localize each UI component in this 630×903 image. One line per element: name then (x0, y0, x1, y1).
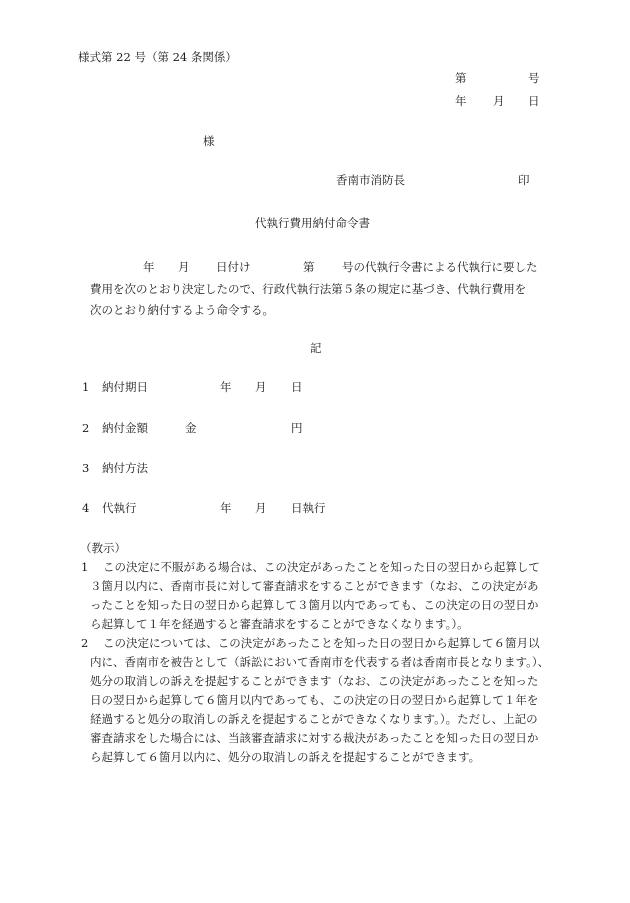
notice-line: この決定に不服がある場合は、この決定があったことを知った日の翌日から起算して (103, 560, 540, 574)
item-day: 日 (291, 380, 303, 394)
date-day: 日 (528, 94, 540, 108)
notice-line: ら起算して６箇月以内に、処分の取消しの訴えを提起することができます。 (90, 750, 481, 764)
notice-2 (90, 634, 560, 767)
body-date-suffix: 日付け (216, 260, 251, 274)
body-line2: 費用を次のとおり決定したので、行政代執行法第５条の規定に基づき、代執行費用を (90, 282, 527, 296)
item-label-execution: 代執行 (102, 501, 137, 515)
item-yen: 円 (291, 421, 303, 435)
item-label-method: 納付方法 (102, 461, 148, 475)
notice-number: 1 (81, 560, 89, 574)
notice-line: 処分の取消しの訴えを提起することができます（なお、この決定があったことを知った (90, 674, 539, 688)
notice-line: ら起算して１年を経過すると審査請求をすることができなくなります。）。 (90, 617, 469, 631)
item-number: 1 (82, 380, 90, 394)
recipient-suffix: 様 (203, 134, 215, 148)
date-month: 月 (493, 94, 505, 108)
document-title: 代執行費用納付命令書 (255, 216, 370, 230)
notice-line: ったことを知った日の翌日から起算して３箇月以内であっても、この決定の日の翌日か (90, 598, 539, 612)
date-year: 年 (455, 94, 467, 108)
notice-number: 2 (81, 636, 89, 650)
notice-line: この決定については、この決定があったことを知った日の翌日から起算して６箇月以 (103, 636, 540, 650)
seal-mark: 印 (518, 173, 530, 187)
doc-number-suffix: 号 (528, 71, 540, 85)
item-month: 月 (255, 380, 267, 394)
item-day-executed: 日執行 (291, 501, 326, 515)
issuer-name: 香南市消防長 (336, 173, 405, 187)
notice-line: 審査請求をした場合には、当該審査請求に対する裁決があったことを知った日の翌日か (90, 731, 539, 745)
notice-line: 内に、香南市を被告として（訴訟において香南市を代表する者は香南市長となります。）、 (90, 655, 550, 669)
item-number: 3 (82, 461, 90, 475)
form-label: 様式第 22 号（第 24 条関係） (78, 50, 237, 64)
item-month: 月 (255, 501, 267, 515)
ki-heading: 記 (310, 341, 322, 355)
item-label-amount: 納付金額 (102, 421, 148, 435)
notice-line: 日の翌日から起算して６箇月以内であっても、この決定の日の翌日から起算して１年を (90, 693, 539, 707)
body-year: 年 (143, 260, 155, 274)
item-year: 年 (220, 380, 232, 394)
doc-number-prefix: 第 (455, 71, 467, 85)
item-number: 2 (82, 421, 90, 435)
body-line3: 次のとおり納付するよう命令する。 (90, 303, 274, 317)
notice-heading: （教示） (80, 541, 126, 555)
body-line1-tail: 号の代執行令書による代執行に要した (342, 260, 538, 274)
item-year: 年 (220, 501, 232, 515)
notice-line: 経過すると処分の取消しの訴えを提起することができなくなります。）。ただし、上記の (90, 712, 538, 726)
item-number: 4 (82, 501, 90, 515)
body-no-prefix: 第 (303, 260, 315, 274)
notice-1 (90, 558, 560, 634)
item-label-due-date: 納付期日 (102, 380, 148, 394)
item-kin: 金 (185, 421, 197, 435)
notice-line: ３箇月以内に、香南市長に対して審査請求をすることができます（なお、この決定があ (90, 579, 539, 593)
body-month: 月 (178, 260, 190, 274)
